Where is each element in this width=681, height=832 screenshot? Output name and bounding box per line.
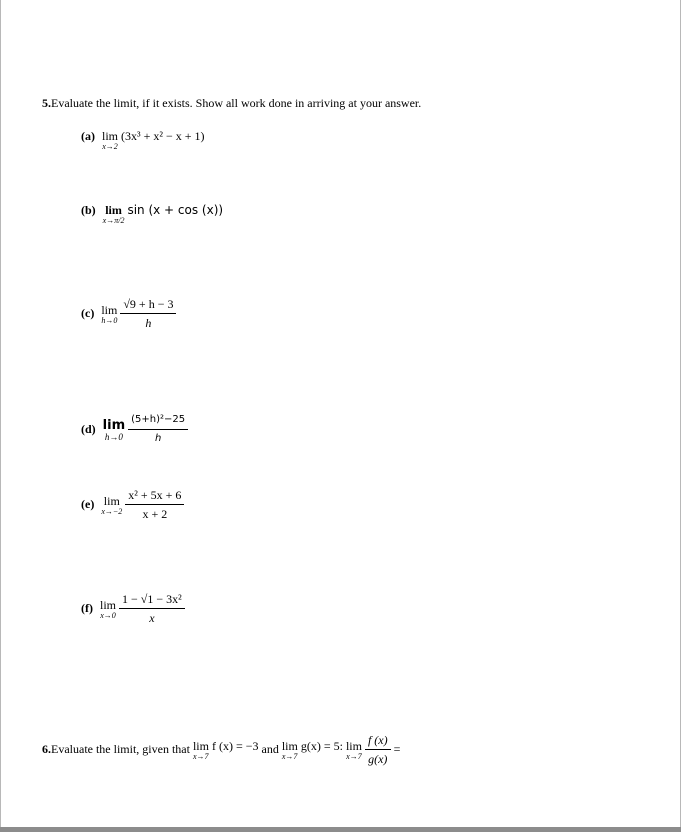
given-g-text: lim g(x) = 5: bbox=[281, 738, 343, 753]
lim-subscript: h→0 bbox=[104, 431, 123, 442]
limit-operator bbox=[103, 203, 125, 225]
part-label: (a) bbox=[81, 129, 95, 143]
limit-operator bbox=[346, 739, 362, 761]
question-prompt: Evaluate the limit, given that bbox=[51, 742, 190, 756]
given-g-limit bbox=[282, 739, 343, 761]
given-f-limit bbox=[193, 739, 259, 761]
limit-operator bbox=[102, 129, 118, 151]
lim-word: lim bbox=[105, 203, 122, 217]
part-b bbox=[81, 203, 223, 225]
lim-subscript: x→π/2 bbox=[102, 216, 125, 225]
fraction bbox=[119, 592, 185, 625]
question-number: 6. bbox=[42, 742, 51, 756]
part-d bbox=[81, 413, 188, 446]
limit-operator bbox=[101, 494, 122, 516]
lim-subscript: x→7 bbox=[346, 751, 362, 761]
numerator: f (x) bbox=[365, 733, 391, 750]
lim-word: lim bbox=[345, 738, 362, 753]
part-f bbox=[81, 592, 185, 625]
limit-expression: sin (x + cos (x)) bbox=[127, 203, 224, 217]
part-e bbox=[81, 488, 184, 521]
part-label: (b) bbox=[81, 203, 96, 217]
numerator: 1 − √1 − 3x² bbox=[119, 592, 185, 609]
question-5 bbox=[42, 96, 421, 111]
given-f-text: lim f (x) = −3 bbox=[192, 738, 259, 753]
numerator: x² + 5x + 6 bbox=[125, 488, 184, 505]
fraction bbox=[365, 733, 391, 766]
lim-word: lim bbox=[101, 302, 118, 317]
part-label: (d) bbox=[81, 422, 96, 436]
denominator: h bbox=[154, 433, 162, 444]
denominator: x bbox=[149, 611, 155, 625]
limit-operator bbox=[101, 303, 117, 325]
lim-subscript: x→−2 bbox=[101, 506, 123, 516]
lim-word: lim bbox=[100, 597, 117, 612]
conjunction: and bbox=[261, 742, 279, 756]
lim-subscript: x→0 bbox=[100, 610, 116, 620]
lim-word: lim bbox=[103, 493, 120, 508]
page-bottom-bar bbox=[0, 827, 681, 832]
fraction bbox=[128, 413, 188, 446]
equals-sign: = bbox=[393, 742, 401, 756]
limit-expression: (3x³ + x² − x + 1) bbox=[121, 129, 205, 143]
numerator: (5+h)²−25 bbox=[128, 413, 188, 430]
part-a bbox=[81, 129, 205, 151]
lim-word: lim bbox=[102, 417, 126, 433]
question-number: 5. bbox=[42, 96, 51, 110]
given-g-subscript: x→7 bbox=[281, 751, 298, 761]
denominator: g(x) bbox=[368, 752, 388, 766]
lim-subscript: x→2 bbox=[102, 142, 118, 151]
limit-operator bbox=[103, 419, 125, 441]
part-label: (f) bbox=[81, 601, 93, 615]
given-f-subscript: x→7 bbox=[192, 751, 209, 761]
part-c bbox=[81, 297, 176, 330]
numerator: √9 + h − 3 bbox=[120, 297, 176, 314]
denominator: x + 2 bbox=[142, 507, 168, 521]
fraction bbox=[120, 297, 176, 330]
fraction bbox=[125, 488, 184, 521]
question-6 bbox=[42, 733, 400, 766]
limit-operator bbox=[100, 598, 116, 620]
lim-subscript: h→0 bbox=[101, 315, 118, 325]
part-label: (e) bbox=[81, 497, 95, 511]
denominator: h bbox=[145, 316, 152, 330]
question-prompt: Evaluate the limit, if it exists. Show all work done in arriving at your answer. bbox=[51, 96, 422, 110]
part-label: (c) bbox=[81, 306, 95, 320]
lim-word: lim bbox=[102, 129, 119, 143]
